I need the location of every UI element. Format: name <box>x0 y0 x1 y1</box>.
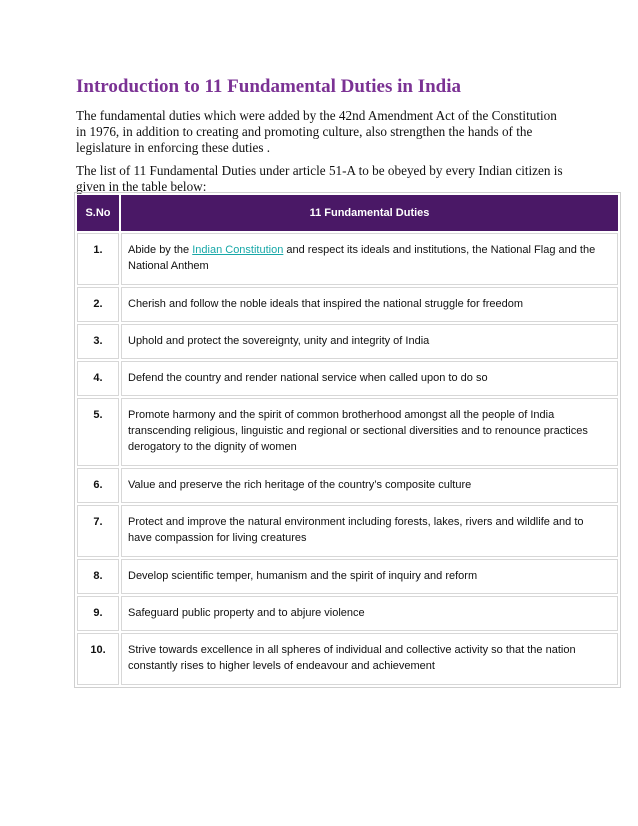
table-row <box>77 287 618 322</box>
table-row <box>77 398 618 466</box>
duties-header: 11 Fundamental Duties <box>121 195 618 231</box>
table-row <box>77 505 618 557</box>
table-row <box>77 559 618 594</box>
row-number: 8. <box>77 559 119 594</box>
duty-text-end: and respect its ideals and institutions, the National Flag and the National Anthem <box>128 244 596 272</box>
duty-text: Safeguard public property and to abjure violence <box>121 596 618 631</box>
table-intro-paragraph: The list of 11 Fundamental Duties under article 51-A to be obeyed by every Indian citizen is given in the table below: <box>76 163 563 194</box>
table-row <box>77 633 618 685</box>
duty-text <box>121 233 618 285</box>
duties-table <box>74 192 621 688</box>
duty-text: Promote harmony and the spirit of common brotherhood amongst all the people of India transcending religious, linguistic and regional or sectional diversities and to renounce practices derogatory to the dignity of women <box>121 398 618 466</box>
duty-text: Value and preserve the rich heritage of the country’s composite culture <box>121 468 618 503</box>
duty-text-start: Abide by the <box>128 244 193 256</box>
table-row <box>77 468 618 503</box>
sno-header: S.No <box>77 195 119 231</box>
table-header-row <box>77 195 618 231</box>
document-body <box>76 70 566 202</box>
table-row <box>77 233 618 285</box>
duty-text: Strive towards excellence in all spheres of individual and collective activity so that the nation constantly rises to higher levels of endeavour and achievement <box>121 633 618 685</box>
row-number: 3. <box>77 324 119 359</box>
row-number: 7. <box>77 505 119 557</box>
duty-text: Defend the country and render national service when called upon to do so <box>121 361 618 396</box>
table-row <box>77 361 618 396</box>
intro-paragraph: The fundamental duties which were added by the 42nd Amendment Act of the Constitution in 1976, in addition to creating and promoting culture, also strengthen the hands of the legislature in enforcing these duties . <box>76 108 557 155</box>
duty-text: Develop scientific temper, humanism and the spirit of inquiry and reform <box>121 559 618 594</box>
duty-text: Protect and improve the natural environment including forests, lakes, rivers and wildlife and to have compassion for living creatures <box>121 505 618 557</box>
duty-text: Uphold and protect the sovereignty, unity and integrity of India <box>121 324 618 359</box>
page-title: Introduction to 11 Fundamental Duties in India <box>76 76 462 97</box>
row-number: 9. <box>77 596 119 631</box>
table-row <box>77 596 618 631</box>
table-row <box>77 324 618 359</box>
row-number: 2. <box>77 287 119 322</box>
row-number: 1. <box>77 233 119 285</box>
duty-text: Cherish and follow the noble ideals that inspired the national struggle for freedom <box>121 287 618 322</box>
row-number: 10. <box>77 633 119 685</box>
row-number: 5. <box>77 398 119 466</box>
row-number: 4. <box>77 361 119 396</box>
row-number: 6. <box>77 468 119 503</box>
indian-constitution-link[interactable]: Indian Constitution <box>192 244 284 256</box>
